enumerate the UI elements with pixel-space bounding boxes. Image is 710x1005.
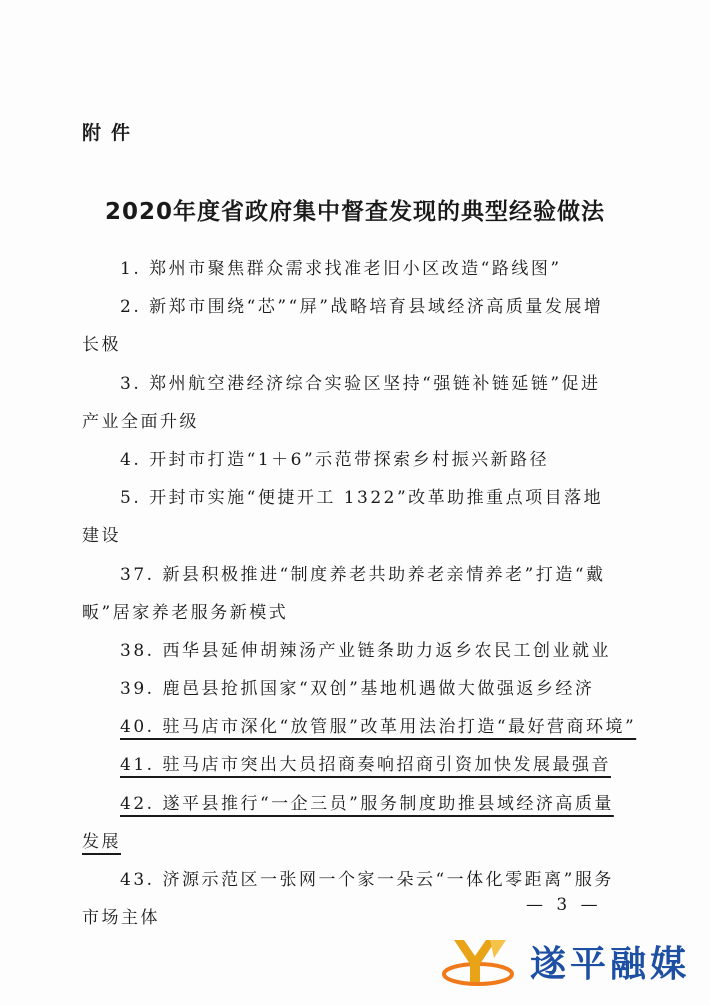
list-item: 5. 开封市实施“便捷开工 1322”改革助推重点项目落地 xyxy=(120,488,604,509)
list-item: 38. 西华县延伸胡辣汤产业链条助力返乡农民工创业就业 xyxy=(120,640,611,661)
list-item-continuation: 畈”居家养老服务新模式 xyxy=(82,602,289,623)
experience-list xyxy=(82,250,637,937)
list-item-continuation: 建设 xyxy=(82,526,121,547)
list-item-underlined xyxy=(82,785,612,823)
list-item: 2. 新郑市围绕“芯”“屏”战略培育县域经济高质量发展增 xyxy=(120,297,604,318)
list-item: 4. 开封市打造“1＋6”示范带探索乡村振兴新路径 xyxy=(120,449,550,470)
media-logo xyxy=(440,930,700,996)
underlined-text: 41. 驻马店市突出大员招商奏响招商引资加快发展最强音 xyxy=(120,755,611,776)
underlined-text: 42. 遂平县推行“一企三员”服务制度助推县域经济高质量 xyxy=(120,793,614,814)
underlined-text: 40. 驻马店市深化“放管服”改革用法治打造“最好营商环境” xyxy=(120,717,637,738)
list-item-continuation: 产业全面升级 xyxy=(82,411,199,432)
list-item-underlined xyxy=(82,746,612,784)
attachment-label: 附件 xyxy=(82,122,141,144)
list-item-continuation-underlined xyxy=(82,823,612,861)
logo-text: 遂平融媒 xyxy=(530,944,691,985)
list-item: 1. 郑州市聚焦群众需求找准老旧小区改造“路线图” xyxy=(120,259,562,279)
list-item-continuation: 市场主体 xyxy=(82,908,160,929)
yp-emblem-icon xyxy=(440,934,520,992)
list-item: 37. 新县积极推进“制度养老共助养老亲情养老”打造“戴 xyxy=(120,564,606,585)
list-item: 3. 郑州航空港经济综合实验区坚持“强链补链延链”促进 xyxy=(120,373,601,394)
page-number: — 3 — xyxy=(526,895,602,915)
list-item: 39. 鹿邑县抢抓国家“双创”基地机遇做大做强返乡经济 xyxy=(120,679,595,700)
document-title: 2020年度省政府集中督查发现的典型经验做法 xyxy=(104,199,605,225)
list-item: 43. 济源示范区一张网一个家一朵云“一体化零距离”服务 xyxy=(120,870,614,890)
underlined-text: 发展 xyxy=(82,831,121,852)
list-item-continuation: 长极 xyxy=(82,335,121,356)
list-item-underlined xyxy=(82,708,637,746)
